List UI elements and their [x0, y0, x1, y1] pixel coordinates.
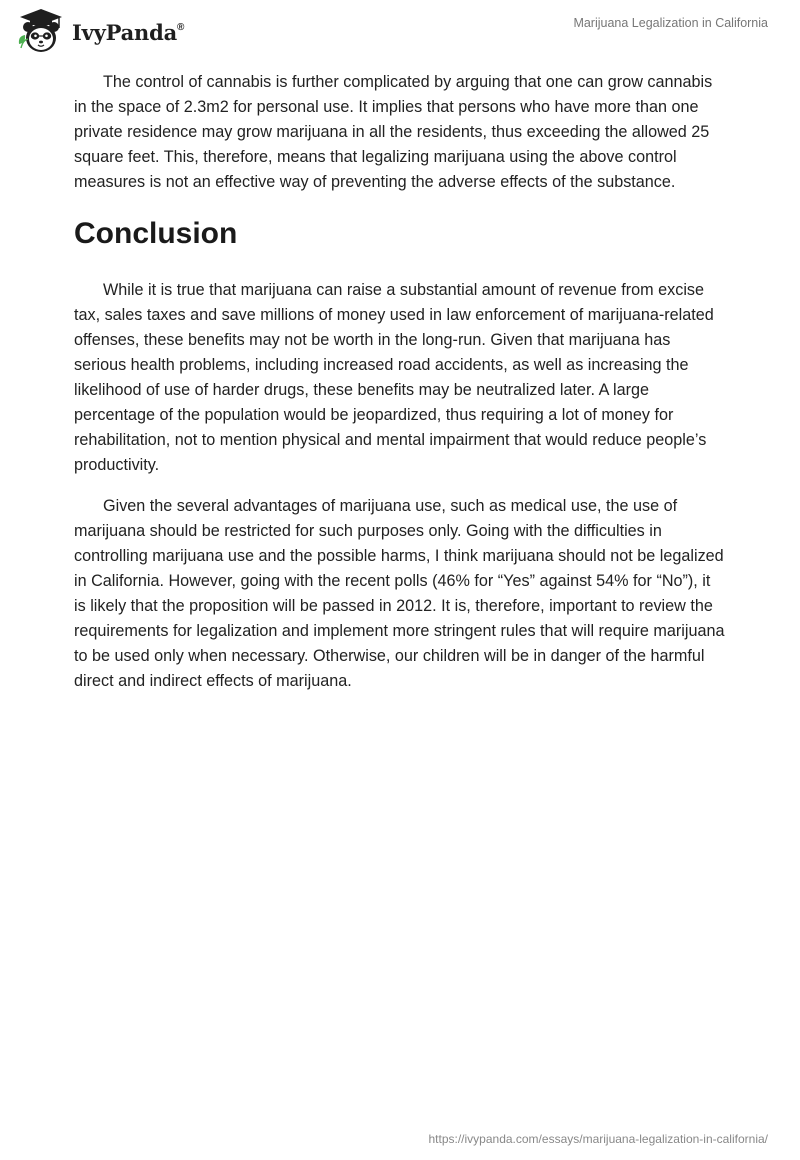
brand-name	[72, 20, 184, 45]
section-heading-conclusion: Conclusion	[74, 217, 238, 250]
registered-mark: ®	[177, 21, 185, 33]
source-url-link[interactable]: https://ivypanda.com/essays/marijuana-legalization-in-california/	[428, 1132, 768, 1146]
page-header	[0, 0, 800, 60]
essay-content	[74, 70, 726, 710]
ivypanda-logo[interactable]	[16, 8, 184, 56]
brand-text: IvyPanda	[72, 19, 178, 45]
paragraph-conclusion-2: Given the several advantages of marijuana use, such as medical use, the use of marijuana should be restricted for such purposes only. Going with the difficulties in controlling marijuana use and the possible harms, I think marijuana should not be legalized in California. However, going with the recent polls (46% for “Yes” against 54% for “No”), it is likely that the proposition will be passed in 2012. It is, therefore, important to review the requirements for legalization and implement more stringent rules that will require marijuana to be used only when necessary. Otherwise, our children will be in danger of the harmful direct and indirect effects of marijuana.	[74, 497, 725, 690]
paragraph-cannabis-control: The control of cannabis is further complicated by arguing that one can grow cannabis in the space of 2.3m2 for personal use. It implies that persons who have more than one private residence may grow marijuana in all the residents, thus exceeding the allowed 25 square feet. This, therefore, means that legalizing marijuana using the above control measures is not an effective way of preventing the adverse effects of the substance.	[74, 73, 713, 191]
paragraph-conclusion-1: While it is true that marijuana can raise a substantial amount of revenue from excise tax, sales taxes and save millions of money used in law enforcement of marijuana-related offenses, these benefits may not be worth in the long-run. Given that marijuana has serious health problems, including increased road accidents, as well as increasing the likelihood of use of harder drugs, these benefits may be neutralized later. A large percentage of the population would be jeopardized, thus requiring a lot of money for rehabilitation, not to mention physical and mental impairment that would reduce people’s productivity.	[74, 281, 714, 474]
panda-graduate-icon	[16, 8, 66, 56]
document-title: Marijuana Legalization in California	[573, 16, 768, 30]
